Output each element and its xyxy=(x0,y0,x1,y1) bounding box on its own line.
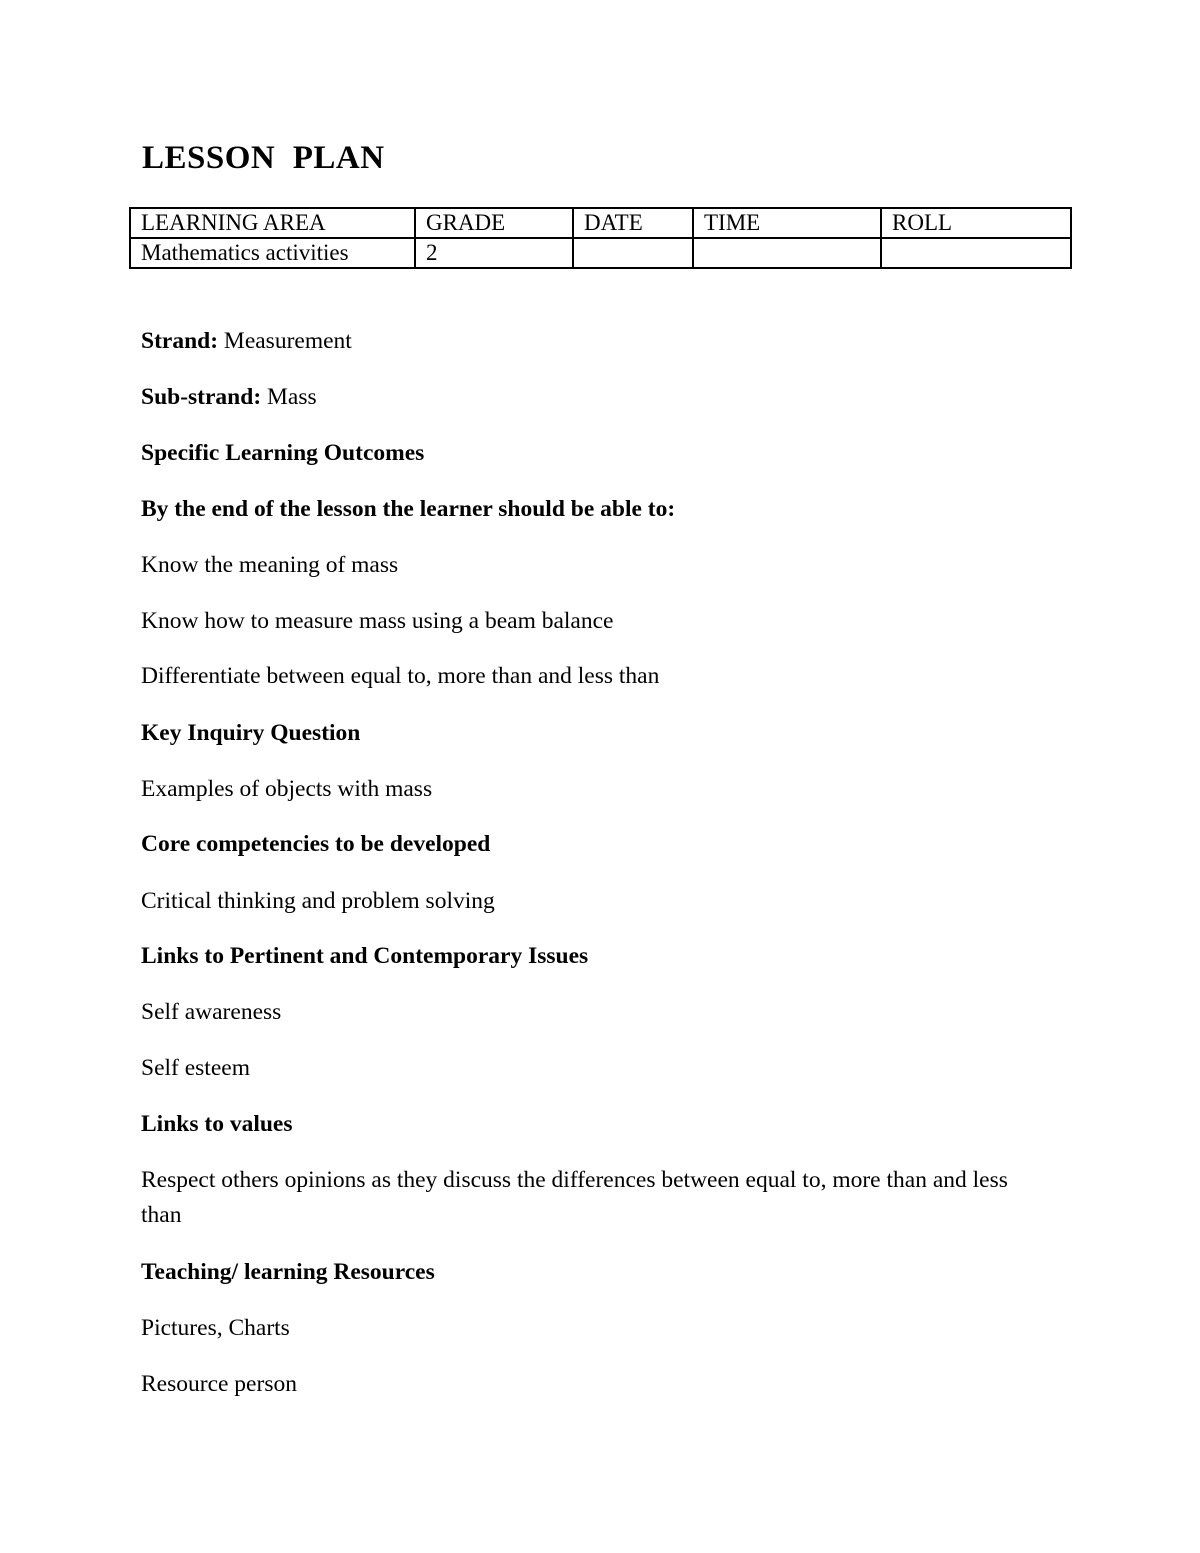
lesson-info-table xyxy=(129,207,1072,269)
resource-item: Pictures, Charts xyxy=(141,1315,290,1341)
cell-learning-area: Mathematics activities xyxy=(130,238,415,268)
inquiry-text: Examples of objects with mass xyxy=(141,776,433,802)
outcome-item: Know how to measure mass using a beam balance xyxy=(141,608,614,634)
table-row xyxy=(130,238,1071,268)
strand-line xyxy=(141,324,352,359)
pci-heading: Links to Pertinent and Contemporary Issues xyxy=(141,943,589,969)
outcomes-heading: Specific Learning Outcomes xyxy=(141,440,425,466)
header-date: DATE xyxy=(573,208,693,238)
pci-item: Self esteem xyxy=(141,1055,250,1081)
header-roll: ROLL xyxy=(881,208,1071,238)
resources-heading: Teaching/ learning Resources xyxy=(141,1259,435,1285)
header-grade: GRADE xyxy=(415,208,573,238)
competencies-text: Critical thinking and problem solving xyxy=(141,888,495,914)
sub-strand-label: Sub-strand: xyxy=(141,384,262,410)
sub-strand-line xyxy=(141,380,317,415)
strand-label: Strand: xyxy=(141,328,219,354)
document-title: LESSON PLAN xyxy=(142,140,385,176)
resource-item: Resource person xyxy=(141,1371,297,1397)
cell-grade: 2 xyxy=(415,238,573,268)
sub-strand-value: Mass xyxy=(261,384,317,410)
cell-roll xyxy=(881,238,1071,268)
outcome-item: Know the meaning of mass xyxy=(141,552,399,578)
competencies-heading: Core competencies to be developed xyxy=(141,831,491,857)
outcomes-intro: By the end of the lesson the learner should be able to: xyxy=(141,496,676,522)
header-time: TIME xyxy=(693,208,881,238)
strand-value: Measurement xyxy=(218,328,352,354)
values-text: Respect others opinions as they discuss the differences between equal to, more than and less than xyxy=(141,1167,1008,1228)
table-header-row xyxy=(130,208,1071,238)
pci-item: Self awareness xyxy=(141,999,282,1025)
values-heading: Links to values xyxy=(141,1111,293,1137)
inquiry-heading: Key Inquiry Question xyxy=(141,720,361,746)
cell-date xyxy=(573,238,693,268)
header-learning-area: LEARNING AREA xyxy=(130,208,415,238)
outcome-item: Differentiate between equal to, more than and less than xyxy=(141,663,660,689)
cell-time xyxy=(693,238,881,268)
